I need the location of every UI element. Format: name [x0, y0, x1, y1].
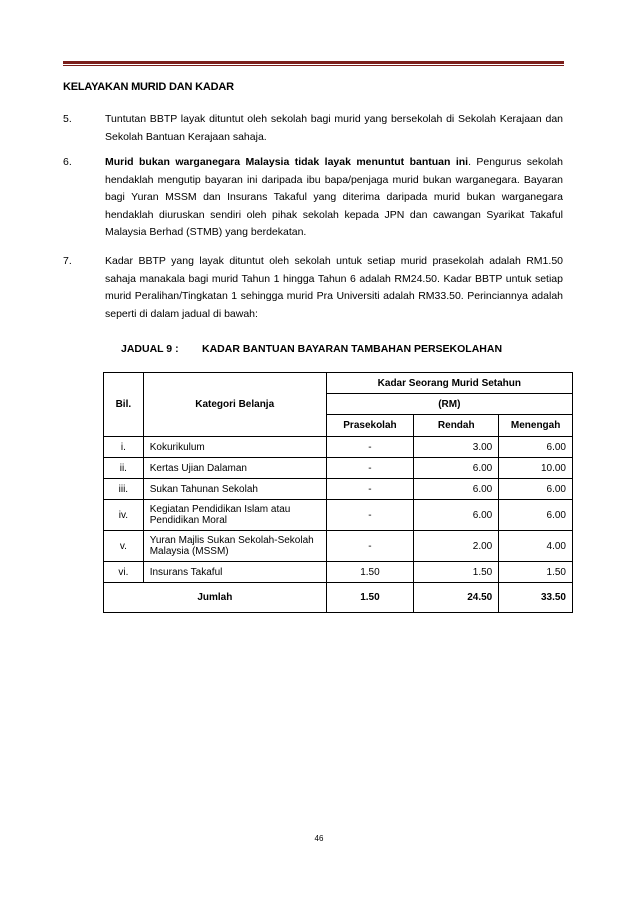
cell-prasekolah: - — [326, 437, 414, 458]
paragraph-text: Tuntutan BBTP layak dituntut oleh sekolah bagi murid yang bersekolah di Sekolah Kerajaan dan Sekolah Bantuan Kerajaan sahaja. — [105, 113, 563, 143]
cell-bil: v. — [104, 531, 144, 562]
cell-prasekolah: - — [326, 458, 414, 479]
header-menengah: Menengah — [499, 415, 573, 437]
rates-table — [103, 372, 573, 613]
total-menengah: 33.50 — [499, 583, 573, 613]
cell-kategori: Kokurikulum — [143, 437, 326, 458]
cell-kategori: Yuran Majlis Sukan Sekolah-Sekolah Malaysia (MSSM) — [143, 531, 326, 562]
paragraph-text: Kadar BBTP yang layak dituntut oleh sekolah untuk setiap murid prasekolah adalah RM1.50 sahaja manakala bagi murid Tahun 1 hingga Tahun 6 adalah RM24.50. Kadar BBTP untuk setiap murid Peralihan/Tingkatan 1 sehingga murid Pra Universiti adalah RM33.50. Perinciannya adalah seperti di dalam jadual di bawah: — [105, 255, 563, 320]
paragraph-6 — [63, 154, 563, 242]
table-title: KADAR BANTUAN BAYARAN TAMBAHAN PERSEKOLAHAN — [202, 343, 503, 355]
total-label: Jumlah — [104, 583, 327, 613]
cell-rendah: 2.00 — [414, 531, 499, 562]
header-prasekolah: Prasekolah — [326, 415, 414, 437]
cell-rendah: 6.00 — [414, 500, 499, 531]
cell-menengah: 6.00 — [499, 500, 573, 531]
header-bil: Bil. — [104, 373, 144, 437]
table-row — [104, 458, 573, 479]
table-row — [104, 562, 573, 583]
header-unit: (RM) — [326, 394, 572, 415]
paragraph-7 — [63, 253, 563, 323]
header-group: Kadar Seorang Murid Setahun — [326, 373, 572, 394]
paragraph-bold-lead: Murid bukan warganegara Malaysia tidak layak menuntut bantuan ini — [105, 156, 469, 168]
table-total-row — [104, 583, 573, 613]
cell-prasekolah: - — [326, 500, 414, 531]
cell-bil: i. — [104, 437, 144, 458]
table-label: JADUAL 9 : — [121, 343, 179, 355]
header-rendah: Rendah — [414, 415, 499, 437]
cell-rendah: 3.00 — [414, 437, 499, 458]
table-row — [104, 531, 573, 562]
header-rule-thin — [63, 65, 564, 66]
paragraph-body: . Pengurus sekolah hendaklah mengutip bayaran ini daripada ibu bapa/penjaga murid bukan warganegara. Bayaran bagi Yuran MSSM dan Insurans Takaful yang diterima daripada murid bukan warganegara hendaklah diuruskan sendiri oleh pihak sekolah kepada JPN dan cawangan Syarikat Takaful Malaysia Berhad (STMB) yang berdekatan. — [105, 156, 563, 238]
cell-menengah: 6.00 — [499, 437, 573, 458]
cell-rendah: 1.50 — [414, 562, 499, 583]
cell-bil: vi. — [104, 562, 144, 583]
paragraph-5 — [63, 111, 563, 146]
paragraph-text — [105, 154, 563, 242]
cell-bil: iii. — [104, 479, 144, 500]
total-rendah: 24.50 — [414, 583, 499, 613]
table-row — [104, 479, 573, 500]
table-row — [104, 437, 573, 458]
total-prasekolah: 1.50 — [326, 583, 414, 613]
cell-kategori: Kertas Ujian Dalaman — [143, 458, 326, 479]
cell-kategori: Kegiatan Pendidikan Islam atau Pendidikan Moral — [143, 500, 326, 531]
cell-bil: iv. — [104, 500, 144, 531]
cell-menengah: 1.50 — [499, 562, 573, 583]
paragraph-number: 5. — [63, 113, 72, 125]
cell-kategori: Insurans Takaful — [143, 562, 326, 583]
paragraph-number: 7. — [63, 255, 72, 267]
cell-rendah: 6.00 — [414, 479, 499, 500]
table-row — [104, 500, 573, 531]
cell-kategori: Sukan Tahunan Sekolah — [143, 479, 326, 500]
cell-prasekolah: - — [326, 479, 414, 500]
cell-prasekolah: - — [326, 531, 414, 562]
cell-rendah: 6.00 — [414, 458, 499, 479]
cell-menengah: 10.00 — [499, 458, 573, 479]
page-number: 46 — [314, 834, 324, 843]
header-rule-thick — [63, 61, 564, 64]
paragraph-number: 6. — [63, 156, 72, 168]
header-kategori: Kategori Belanja — [143, 373, 326, 437]
cell-menengah: 6.00 — [499, 479, 573, 500]
cell-bil: ii. — [104, 458, 144, 479]
cell-menengah: 4.00 — [499, 531, 573, 562]
cell-prasekolah: 1.50 — [326, 562, 414, 583]
section-title: KELAYAKAN MURID DAN KADAR — [63, 81, 234, 93]
